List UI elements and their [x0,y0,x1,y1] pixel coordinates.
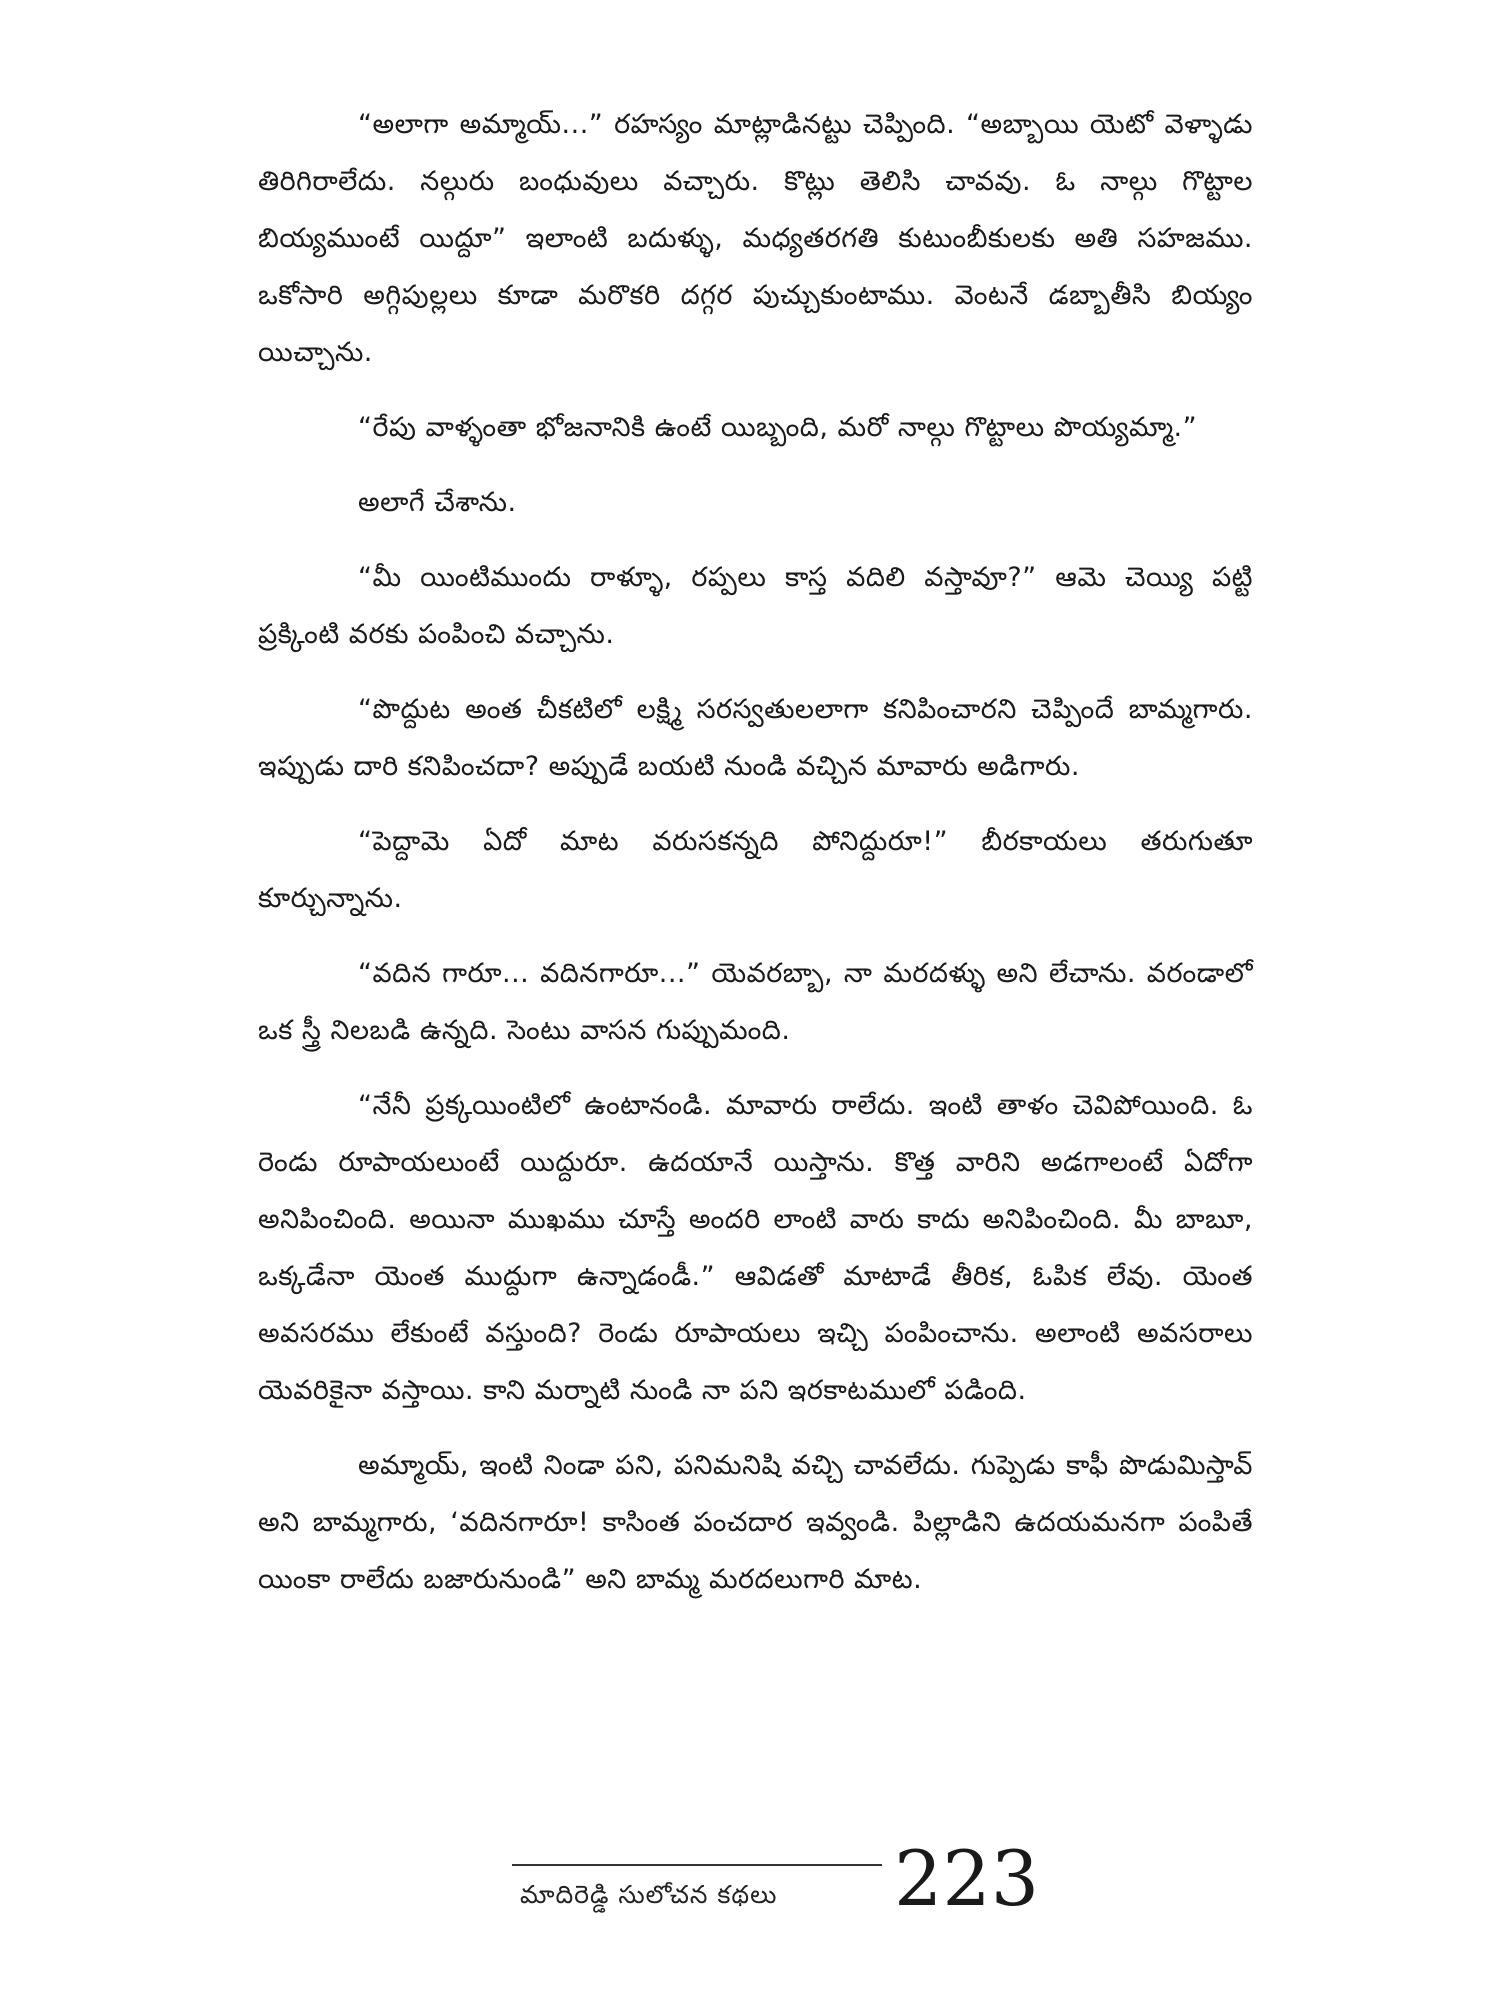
paragraph-3: అలాగే చేశాను. [358,487,517,518]
footer-divider [512,1864,882,1866]
page-footer [512,1834,1040,1934]
paragraph-4: “మీ యింటిముందు రాళ్ళూ, రప్పలు కాస్త వదిలి వస్తావూ?” ఆమె చెయ్యి పట్టి ప్రక్కింటి వరకు పంపించి వచ్చాను. [258,562,1253,650]
paragraph-5: “పొద్దుట అంత చీకటిలో లక్ష్మి సరస్వతులలాగా కనిపించారని చెప్పిందే బామ్మగారు. ఇప్పుడు దారి కనిపించదా? అప్పుడే బయటి నుండి వచ్చిన మావారు అడిగారు. [258,694,1253,782]
book-title: మాదిరెడ్డి సులోచన కథలు [520,1880,778,1909]
paragraph-8: “నేనీ ప్రక్కయింటిలో ఉంటానండి. మావారు రాలేదు. ఇంటి తాళం చెవిపోయింది. ఓ రెండు రూపాయలుంటే యిద్దురూ. ఉదయానే యిస్తాను. కొత్త వారిని అడగాలంటే ఏదోగా అనిపించింది. అయినా ముఖము చూస్తే అందరి లాంటి వారు కాదు అనిపించింది. మీ బాబూ, ఒక్కడేనా యెంత ముద్దుగా ఉన్నాడండీ.” ఆవిడతో మాటాడే తీరిక, ఓపిక లేవు. యెంత అవసరము లేకుంటే వస్తుంది? రెండు రూపాయలు ఇచ్చి పంపించాను. అలాంటి అవసరాలు యెవరికైనా వస్తాయి. కాని మర్నాటి నుండి నా పని ఇరకాటములో పడింది. [258,1090,1253,1406]
paragraph-1: “అలాగా అమ్మాయ్...” రహస్యం మాట్లాడినట్టు చెప్పింది. “అబ్బాయి యెటో వెళ్ళాడు తిరిగిరాలేదు. నల్గురు బంధువులు వచ్చారు. కొట్లు తెలిసి చావవు. ఓ నాల్గు గొట్టాల బియ్యముంటే యిద్దూ” ఇలాంటి బదుళ్ళు, మధ్యతరగతి కుటుంబీకులకు అతి సహజము. ఒకోసారి అగ్గిపుల్లలు కూడా మరొకరి దగ్గర పుచ్చుకుంటాము. వెంటనే డబ్బాతీసి బియ్యం యిచ్చాను. [258,109,1253,368]
paragraph-6: “పెద్దామె ఏదో మాట వరుసకన్నది పోనిద్దురూ!” బీరకాయలు తరుగుతూ కూర్చున్నాను. [258,826,1253,914]
paragraph-2: “రేపు వాళ్ళంతా భోజనానికి ఉంటే యిబ్బంది, మరో నాల్గు గొట్టాలు పొయ్యమ్మా.” [358,412,1198,443]
page-body [258,96,1253,1856]
paragraph-7: “వదిన గారూ... వదినగారూ...” యెవరబ్బా, నా మరదళ్ళు అని లేచాను. వరండాలో ఒక స్త్రీ నిలబడి ఉన్నది. సెంటు వాసన గుప్పుమంది. [258,958,1253,1046]
page-number: 223 [894,1834,1040,1923]
paragraph-9: అమ్మాయ్, ఇంటి నిండా పని, పనిమనిషి వచ్చి చావలేదు. గుప్పెడు కాఫీ పొడుమిస్తావ్ అని బామ్మగారు, ‘వదినగారూ! కాసింత పంచదార ఇవ్వండి. పిల్లాడిని ఉదయమనగా పంపితే యింకా రాలేదు బజారునుండి” అని బామ్మ మరదలుగారి మాట. [258,1450,1253,1595]
